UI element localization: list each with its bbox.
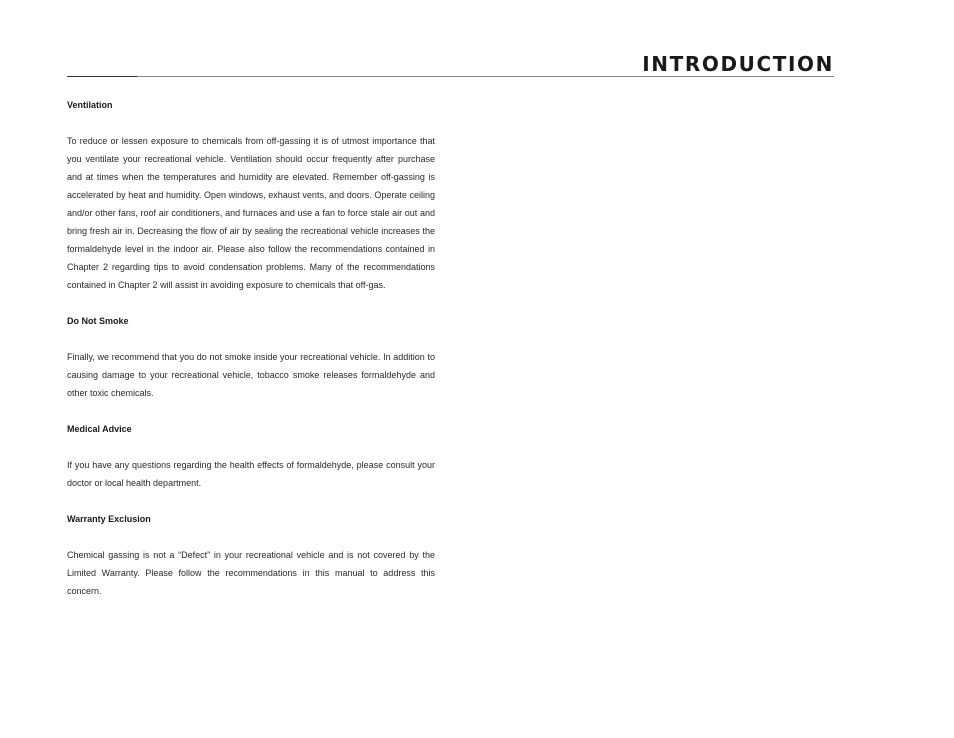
- section-paragraph: Finally, we recommend that you do not smoke inside your recreational vehicle. In addition to causing damage to your recreational vehicle, tobacco smoke releases formaldehyde and other toxic chemicals.: [67, 352, 435, 398]
- document-body: [67, 96, 435, 618]
- section-title: INTRODUCTION: [642, 52, 834, 76]
- section-heading: Ventilation: [67, 100, 113, 110]
- section-paragraph: To reduce or lessen exposure to chemicals from off-gassing it is of utmost importance that you ventilate your recreational vehicle. Ventilation should occur frequently after purchase and at times when the temperatures and humidity are elevated. Remember off-gassing is accelerated by heat and humidity. Open windows, exhaust vents, and doors. Operate ceiling and/or other fans, roof air conditioners, and furnaces and use a fan to force stale air out and bring fresh air in. Decreasing the flow of air by sealing the recreational vehicle increases the formaldehyde level in the indoor air. Please also follow the recommendations contained in Chapter 2 regarding tips to avoid condensation problems. Many of the recommendations contained in Chapter 2 will assist in avoiding exposure to chemicals that off-gas.: [67, 136, 435, 290]
- section-heading: Medical Advice: [67, 424, 132, 434]
- section-ventilation: [67, 96, 435, 294]
- section-paragraph: If you have any questions regarding the health effects of formaldehyde, please consult your doctor or local health department.: [67, 460, 435, 488]
- section-do-not-smoke: [67, 312, 435, 402]
- section-medical-advice: [67, 420, 435, 492]
- section-heading: Warranty Exclusion: [67, 514, 151, 524]
- header-rule: [67, 76, 834, 77]
- section-warranty-exclusion: [67, 510, 435, 600]
- page-header: [67, 50, 834, 80]
- section-paragraph: Chemical gassing is not a “Defect” in your recreational vehicle and is not covered by the Limited Warranty. Please follow the recommendations in this manual to address this concern.: [67, 550, 435, 596]
- section-heading: Do Not Smoke: [67, 316, 129, 326]
